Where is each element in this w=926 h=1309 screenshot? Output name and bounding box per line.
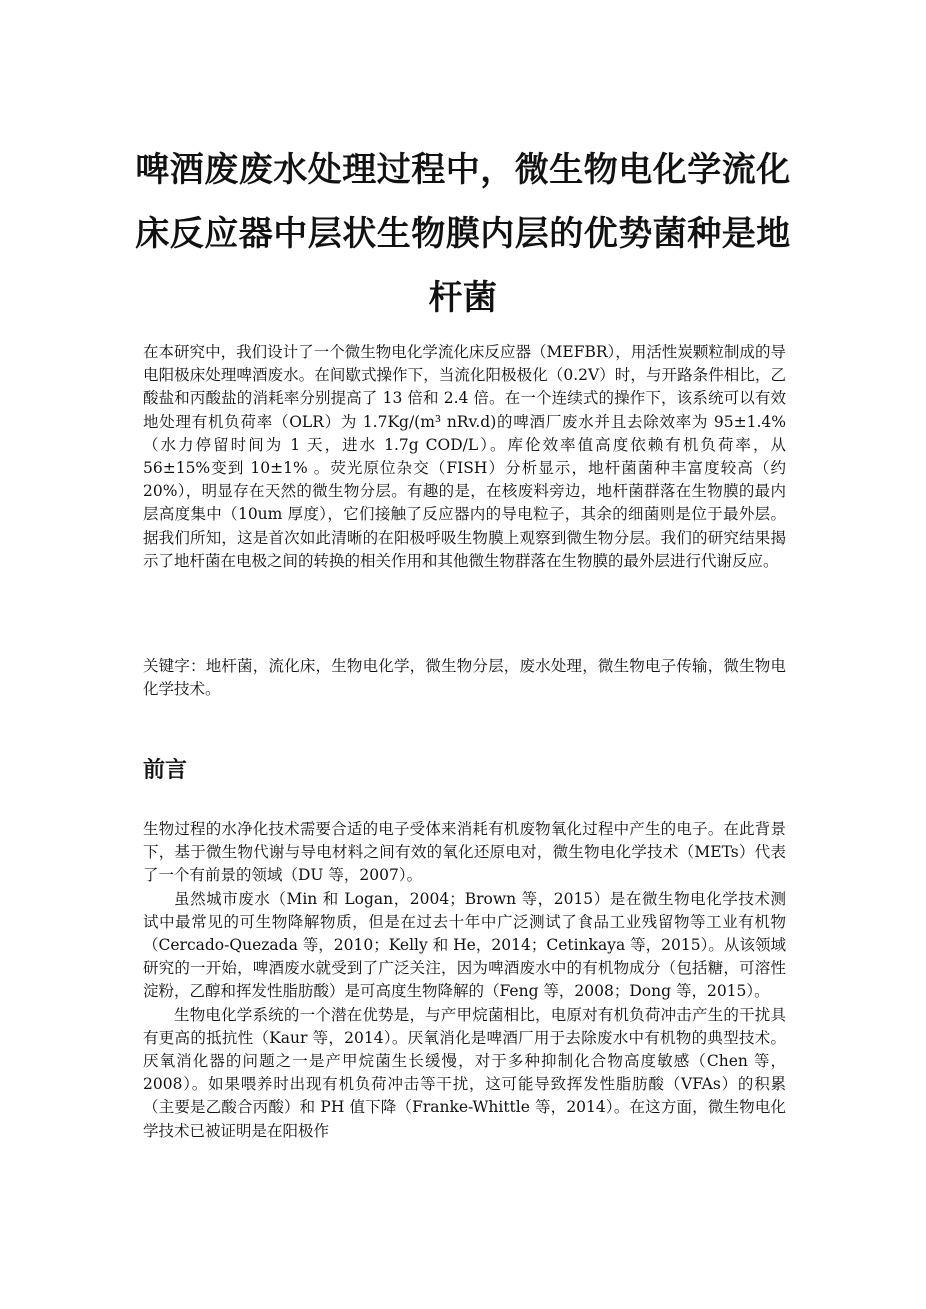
keywords-paragraph: 关键字：地杆菌，流化床，生物电化学，微生物分层，废水处理，微生物电子传输，微生物电化学技术。 xyxy=(143,657,786,699)
intro-paragraph: 虽然城市废水（Min 和 Logan，2004；Brown 等，2015）是在微生物电化学技术测试中最常见的可生物降解物质，但是在过去十年中广泛测试了食品工业残留物等工业有机物（Cercado-Quezada 等，2010；Kelly 和 He，2014；Cetinkaya 等，2015）。从该领域研究的一开始，啤酒废水就受到了广泛关注，因为啤酒废水中的有机物成分（包括糖，可溶性淀粉，乙醇和挥发性脂肪酸）是可高度生物降解的（Feng 等，2008；Dong 等，2015）。 xyxy=(143,889,786,1001)
intro-paragraph: 生物过程的水净化技术需要合适的电子受体来消耗有机废物氧化过程中产生的电子。在此背景下，基于微生物代谢与导电材料之间有效的氧化还原电对，微生物电化学技术（METs）代表了一个有前景的领域（DU 等，2007）。 xyxy=(143,820,786,885)
intro-section xyxy=(143,818,786,1143)
document-title: 啤酒废废水处理过程中，微生物电化学流化床反应器中层状生物膜内层的优势菌种是地杆菌 xyxy=(135,150,791,318)
section-heading-preface: 前言 xyxy=(143,758,188,783)
intro-paragraph: 生物电化学系统的一个潜在优势是，与产甲烷菌相比，电原对有机负荷冲击产生的干扰具有更高的抵抗性（Kaur 等，2014）。厌氧消化是啤酒厂用于去除废水中有机物的典型技术。厌氧消化器的问题之一是产甲烷菌生长缓慢，对于多种抑制化合物高度敏感（Chen 等，2008）。如果喂养时出现有机负荷冲击等干扰，这可能导致挥发性脂肪酸（VFAs）的积累（主要是乙酸合丙酸）和 PH 值下降（Franke-Whittle 等，2014）。在这方面，微生物电化学技术已被证明是在阳极作 xyxy=(143,1005,786,1140)
abstract-paragraph: 在本研究中，我们设计了一个微生物电化学流化床反应器（MEFBR），用活性炭颗粒制成的导电阳极床处理啤酒废水。在间歇式操作下，当流化阳极极化（0.2V）时，与开路条件相比，乙酸盐和丙酸盐的消耗率分别提高了 13 倍和 2.4 倍。在一个连续式的操作下，该系统可以有效地处理有机负荷率（OLR）为 1.7Kg/(m³ nRv.d)的啤酒厂废水并且去除效率为 95±1.4%（水力停留时间为 1 天，进水 1.7g COD/L）。库伦效率值高度依赖有机负荷率，从 56±15%变到 10±1% 。荧光原位杂交（FISH）分析显示，地杆菌菌种丰富度较高（约 20%），明显存在天然的微生物分层。有趣的是，在核废料旁边，地杆菌群落在生物膜的最内层高度集中（10um 厚度），它们接触了反应器内的导电粒子，其余的细菌则是位于最外层。据我们所知，这是首次如此清晰的在阳极呼吸生物膜上观察到微生物分层。我们的研究结果揭示了地杆菌在电极之间的转换的相关作用和其他微生物群落在生物膜的最外层进行代谢反应。 xyxy=(143,343,786,570)
